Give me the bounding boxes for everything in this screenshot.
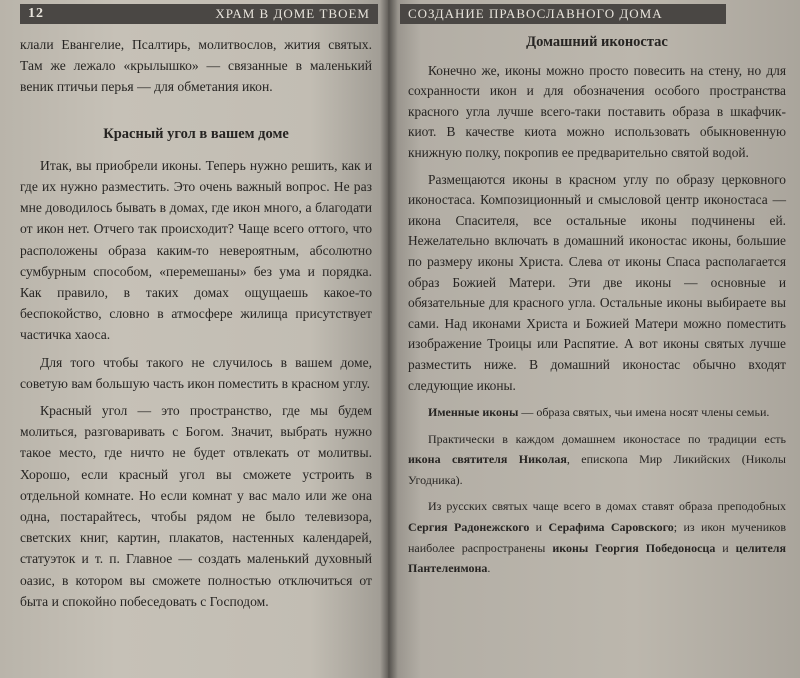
right-running-head-title: СОЗДАНИЕ ПРАВОСЛАВНОГО ДОМА bbox=[408, 6, 663, 21]
right-page bbox=[388, 0, 800, 678]
paragraph: Итак, вы приобрели иконы. Теперь нужно решить, как и где их нужно разместить. Это очень важный вопрос. Не раз мне доводилось бывать в домах, где икон много, а благодати от икон нет. Отчего так происходит? Чаще всего оттого, что расположены образа каким-то невероятным, абсолютно сумбурным способом, «перемешаны» без ума и порядка. Как правило, в таких домах ощущаешь какое-то беспокойство, словно в атмосфере жилища присутствует частичка хаоса. bbox=[20, 157, 372, 343]
russian-saints-paragraph bbox=[408, 496, 786, 578]
intro-paragraph: клали Евангелие, Псалтирь, молитвослов, жития святых. Там же лежало «крылышко» — связанные в маленький веник птичьи перья — для обметания икон. bbox=[20, 37, 372, 95]
nicholas-paragraph bbox=[408, 429, 786, 491]
saint-seraphim-term: Серафима Саровского bbox=[548, 520, 674, 535]
named-icons-text: — образа святых, чьи имена носят члены семьи. bbox=[518, 405, 770, 420]
paragraph: Для того чтобы такого не случилось в вашем доме, советую вам большую часть икон поместить в красном углу. bbox=[20, 354, 372, 391]
saints-text-mid: ; из икон мучеников наиболее распространены bbox=[408, 520, 787, 555]
paragraph: Размещаются иконы в красном углу по образу церковного иконостаса. Композиционный и смысловой центр иконостаса — икона Спасителя, все остальные иконы подчинены ей. Нежелательно включать в домашний иконостас иконы, большие по размеру иконы Христа. Слева от иконы Спаса располагается образ Божией Матери. Эти две иконы — основные и обязательные для красного угла. Остальные иконы выбираете вы сами. Над иконами Христа и Божией Матери можно поместить изображение Троицы или Распятие. А вот иконы святых лучше разместить ниже. В домашний иконостас обычно входят следующие иконы. bbox=[408, 171, 786, 393]
panteleimon-term: целителя Пантелеимона bbox=[408, 540, 786, 576]
named-icons-term: Именные иконы bbox=[428, 405, 519, 420]
named-icons-paragraph bbox=[408, 402, 786, 423]
nicholas-icon-term: икона святителя Николая bbox=[408, 452, 567, 467]
saints-text-pre: Из русских святых чаще всего в домах ставят образа преподобных bbox=[428, 499, 786, 514]
page-number: 12 bbox=[28, 6, 44, 21]
section-heading-home-iconostasis: Домашний иконостас bbox=[526, 34, 668, 50]
left-page bbox=[0, 0, 388, 678]
saints-text-post: . bbox=[487, 561, 491, 576]
section-heading-red-corner: Красный угол в вашем доме bbox=[103, 125, 289, 142]
saint-sergius-term: Сергия Радонежского bbox=[408, 520, 530, 535]
george-icon-term: иконы Георгия Победоносца bbox=[552, 540, 716, 555]
left-running-head-title: ХРАМ В ДОМЕ ТВОЕМ bbox=[215, 6, 370, 21]
nicholas-text-pre: Практически в каждом домашнем иконостасе по традиции есть bbox=[428, 431, 786, 446]
right-running-head bbox=[400, 4, 726, 24]
saints-text-mid: и bbox=[715, 540, 736, 555]
paragraph: Красный угол — это пространство, где мы будем молиться, разговаривать с Богом. Значит, выбрать нужно такое место, где ничто не будет отвлекать от молитвы. Хорошо, если красный угол вы сможете устроить в отдельной комнате. Но если комнат у вас мало или же она одна, постарайтесь, чтобы рядом не было телевизора, светских книг, картин, плакатов, настенных календарей, статуэток и т. п. Главное — создать маленький духовный оазис, в котором вы сможете полностью отключиться от быта и спокойно побеседовать с Господом. bbox=[20, 403, 372, 609]
paragraph: Конечно же, иконы можно просто повесить на стену, но для сохранности икон и для обозначения особого пространства красного угла лучше всего-таки поставить образа в шкафчик-киот. В качестве киота можно использовать обыкновенную книжную полку, покропив ее предварительно святой водой. bbox=[408, 62, 786, 160]
left-running-head bbox=[20, 4, 378, 24]
right-page-text bbox=[408, 32, 786, 579]
saints-text-mid: и bbox=[529, 520, 549, 535]
left-page-text bbox=[20, 34, 372, 612]
nicholas-text-post: , епископа Мир Ликийских (Николы Угодника). bbox=[408, 452, 786, 487]
book-spine-shadow bbox=[380, 0, 398, 678]
